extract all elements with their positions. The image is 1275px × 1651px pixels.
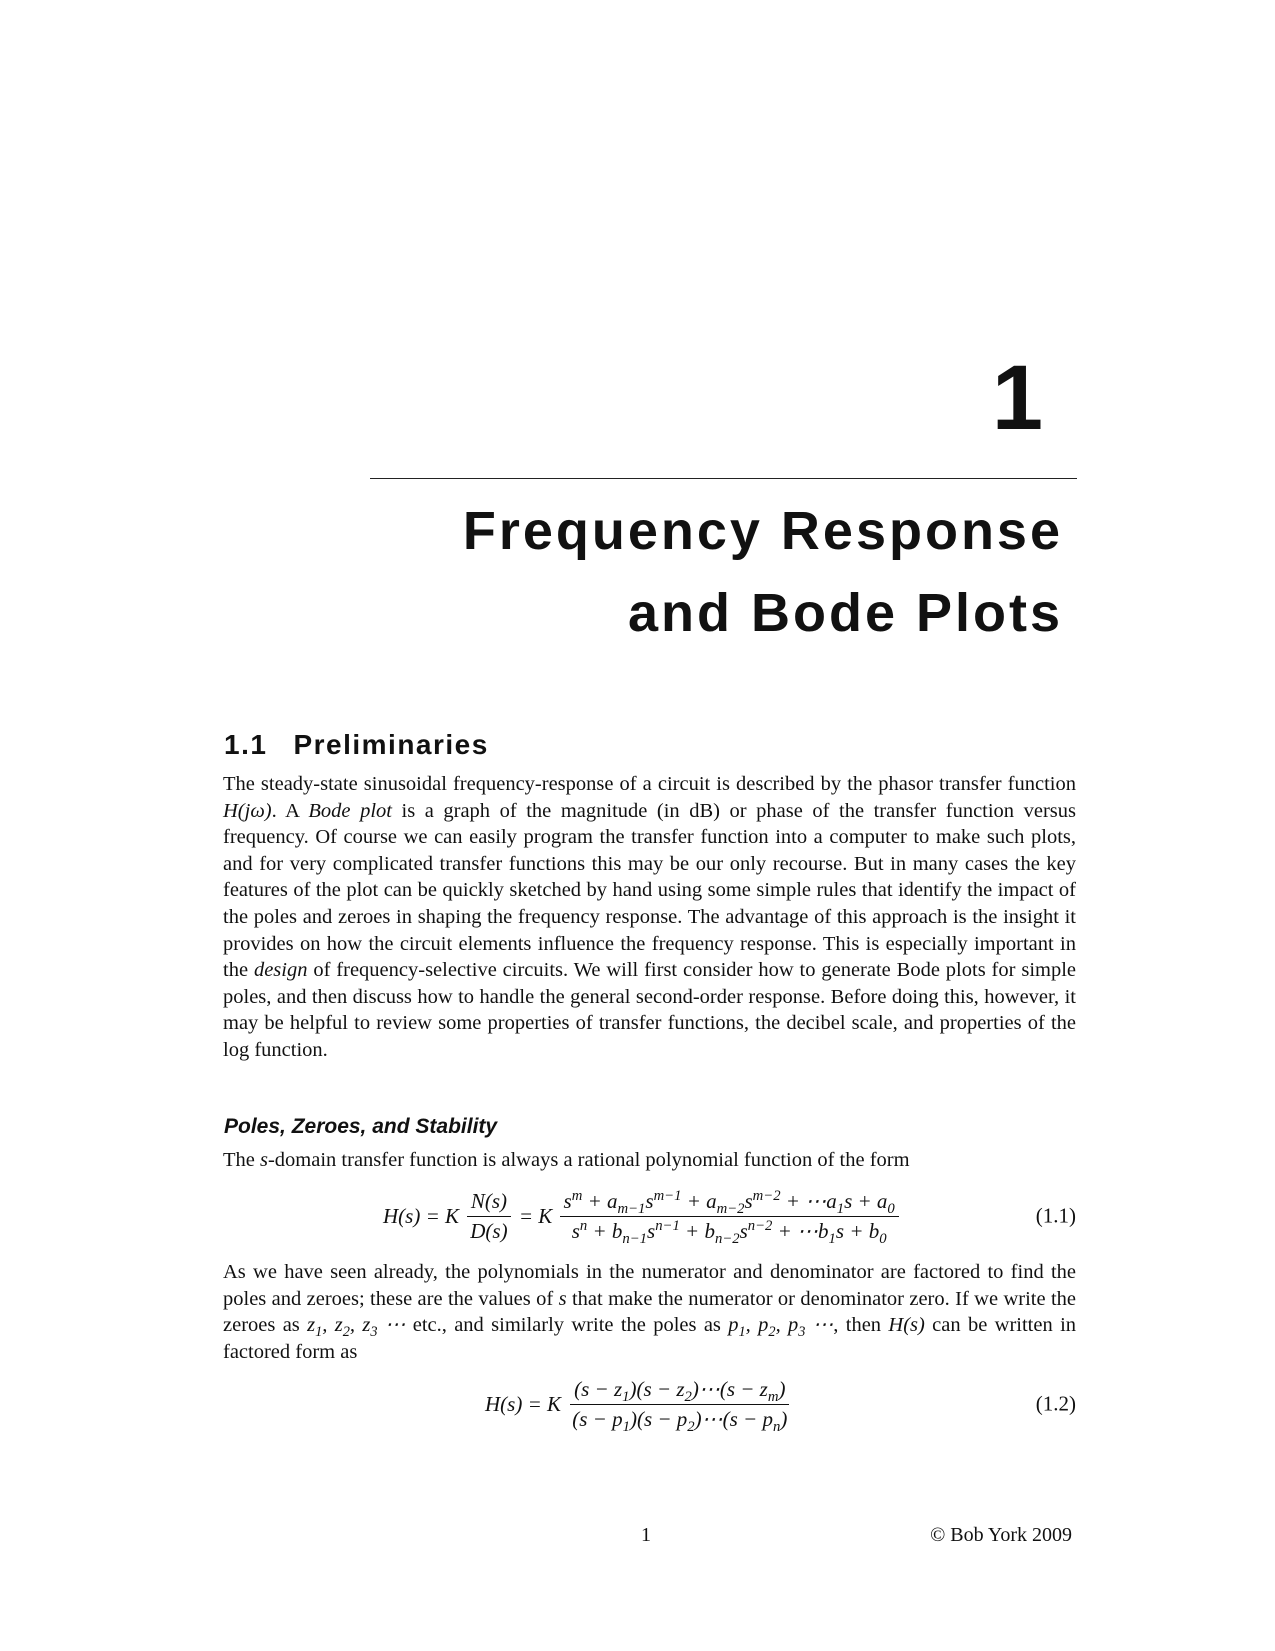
paragraph-text: The steady-state sinusoidal frequency-response of a circuit is described by the phasor transfer function [223,773,1076,795]
equation-1-2-body: H(s) = K $\frac{(s - z_1)(s - z_2)\cdots(s - z_m)}{(s - p_1)(s - p_2)\cdots(s - p_n)}$ [485,1374,793,1434]
emphasis-bode-plot: Bode plot [308,799,392,822]
inline-math-poles: $p_1$, $p_2$, $p_3$ ⋯ [728,1314,834,1341]
chapter-title-line-1: Frequency Response [462,501,1063,561]
section-number: 1.1 [224,729,268,760]
intro-paragraph [223,771,1076,1064]
subsection-heading: Poles, Zeroes, and Stability [224,1115,498,1138]
equation-number: (1.1) [1035,1203,1076,1228]
inline-math-zeroes: $z_1$, $z_2$, $z_3$ ⋯ [307,1314,413,1341]
page-number: 1 [641,1524,651,1546]
paragraph-text: As we have seen already, the polynomials in the numerator and denominator are factored to find the poles and zeroes; these are the values of [223,1261,1076,1310]
section-heading [224,727,489,763]
paragraph-text: , then [833,1314,889,1337]
paragraph-text: etc., and similarly write the poles as [412,1314,729,1337]
paragraph-text: can be written in factored form as [223,1314,1077,1363]
paragraph-text: that make the numerator or denominator zero. If we write the zeroes as [223,1287,1077,1337]
fraction-n-over-d: $\frac{N(s)}{D(s)}$ [466,1189,511,1244]
paragraph-text: The [223,1149,260,1171]
chapter-number: 1 [991,347,1043,449]
equation-number: (1.2) [1035,1391,1076,1416]
paragraph-text: of frequency-selective circuits. We will first consider how to generate Bode plots for simple poles, and then discuss how to handle the general second-order response. Before doing this, however, it may be helpful to review some properties of transfer functions, the decibel scale, and properties of the log function. [223,959,1077,1061]
paragraph-text: is a graph of the magnitude (in dB) or phase of the transfer function versus frequency. Of course we can easily program the transfer function into a computer to make such plots, and for very complicated transfer functions this may be our only recourse. But in many cases the key features of the plot can be quickly sketched by hand using some simple rules that identify the impact of the poles and zeroes in shaping the frequency response. The advantage of this approach is the insight it provides on how the circuit elements influence the frequency response. This is especially important in the [223,799,1076,982]
emphasis-design: design [253,959,308,982]
equation-1-1-body: H(s) = K $\frac{N(s)}{D(s)}$ = K $\frac{s^m + a_{m-1}s^{m-1} + a_{m-2}s^{m-2} + \cdots a_1s + a_0}{s^n + b_{n-1}s^{n-1} + b_{n-2}s^{n-2} + \cdots b_1s + b_0}$ [383,1180,901,1252]
equation-1-2 [223,1374,1076,1434]
chapter-title-line-2: and Bode Plots [627,583,1063,643]
transfer-function-paragraph [223,1147,1076,1174]
factored-form-paragraph [223,1259,1076,1365]
fraction-polynomial: $\frac{s^m + a_{m-1}s^{m-1} + a_{m-2}s^{m-2} + \cdots a_1s + a_0}{s^n + b_{n-1}s^{n-1} + b_{n-2}s^{n-2} + \cdots b_1s + b_0}$ [560,1189,899,1244]
inline-math-hjw: H(jω) [223,799,272,822]
equation-1-1 [223,1180,1076,1252]
chapter-divider [370,478,1077,479]
chapter-title [463,490,1063,654]
inline-math-hs: H(s) [888,1314,925,1337]
copyright-notice: © Bob York 2009 [930,1524,1072,1546]
inline-math-s: s [558,1287,567,1310]
paragraph-text: -domain transfer function is always a rational polynomial function of the form [267,1149,910,1171]
paragraph-text: . A [271,799,309,822]
fraction-factored: $\frac{(s - z_1)(s - z_2)\cdots(s - z_m)}{(s - p_1)(s - p_2)\cdots(s - p_n)}$ [568,1377,791,1432]
inline-math-s: s [260,1149,268,1171]
section-title: Preliminaries [293,729,489,760]
